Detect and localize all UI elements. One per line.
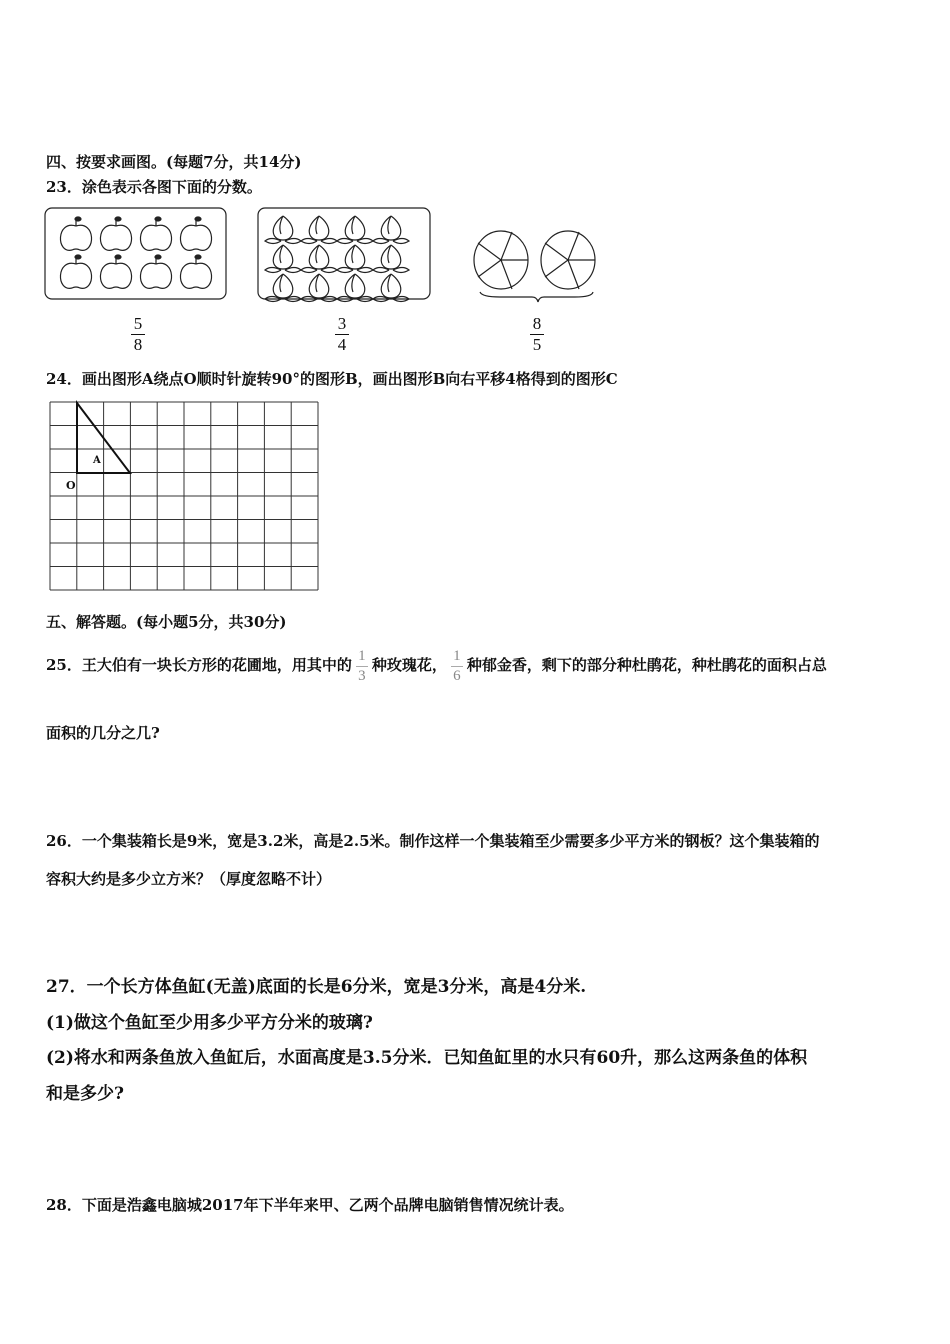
label-a: A <box>93 455 101 466</box>
grid <box>50 402 318 590</box>
question-24: 24．画出图形A绕点O顺时针旋转90°的图形B，画出图形B向右平移4格得到的图形C <box>46 370 618 388</box>
section-5-heading: 五、解答题。(每小题5分，共30分) <box>46 613 287 631</box>
numerator: 1 <box>358 647 366 664</box>
denominator: 5 <box>532 335 542 354</box>
peach-icon <box>337 245 373 273</box>
question-27-line1: 27．一个长方体鱼缸(无盖)底面的长是6分米，宽是3分米，高是4分米. <box>46 977 587 997</box>
question-26-line1: 26．一个集装箱长是9米，宽是3.2米，高是2.5米。制作这样一个集装箱至少需要多少平方米的钢板？这个集装箱的 <box>46 832 820 850</box>
fraction-3-4 <box>335 315 349 354</box>
apple-icon <box>60 255 91 288</box>
denominator: 6 <box>453 667 461 684</box>
apples-box <box>45 208 226 299</box>
section-4-heading: 四、按要求画图。(每题7分，共14分) <box>46 153 302 171</box>
peach-icon <box>301 216 337 244</box>
fraction-1-3 <box>356 648 368 685</box>
question-27-part2: (2)将水和两条鱼放入鱼缸后，水面高度是3.5分米．已知鱼缸里的水只有60升，那么这两条鱼的体积 <box>46 1048 808 1068</box>
apple-icon <box>100 217 131 250</box>
question-23: 23．涂色表示各图下面的分数。 <box>46 178 262 196</box>
question-25-line2: 面积的几分之几? <box>46 724 160 742</box>
question-28: 28．下面是浩鑫电脑城2017年下半年来甲、乙两个品牌电脑销售情况统计表。 <box>46 1196 574 1214</box>
peach-icon <box>301 274 337 302</box>
question-27-part2-cont: 和是多少? <box>46 1084 124 1104</box>
denominator: 4 <box>337 335 347 354</box>
peaches-box <box>258 208 430 302</box>
figures <box>0 0 950 620</box>
apple-icon <box>180 255 211 288</box>
apple-icon <box>100 255 131 288</box>
apple-icon <box>180 217 211 250</box>
text: 种玫瑰花， <box>371 656 447 674</box>
numerator: 8 <box>532 314 542 333</box>
question-25-line1 <box>46 645 827 685</box>
fraction-1-6 <box>451 648 463 685</box>
numerator: 1 <box>453 647 461 664</box>
peach-icon <box>373 274 409 302</box>
peach-icon <box>373 245 409 273</box>
question-26-line2: 容积大约是多少立方米？（厚度忽略不计） <box>46 870 332 888</box>
numerator: 3 <box>337 314 347 333</box>
text: 种郁金香，剩下的部分种杜鹃花，种杜鹃花的面积占总 <box>466 656 827 674</box>
peach-icon <box>265 274 301 302</box>
apple-icon <box>140 255 171 288</box>
peach-icon <box>373 216 409 244</box>
peach-icon <box>301 245 337 273</box>
numerator: 5 <box>133 314 143 333</box>
label-o: O <box>66 479 76 492</box>
peach-icon <box>265 245 301 273</box>
denominator: 3 <box>358 667 366 684</box>
circles-group <box>474 231 595 302</box>
apple-icon <box>60 217 91 250</box>
apple-icon <box>140 217 171 250</box>
peach-icon <box>265 216 301 244</box>
text: 25．王大伯有一块长方形的花圃地，用其中的 <box>46 656 352 674</box>
peach-icon <box>337 274 373 302</box>
brace <box>480 292 593 302</box>
denominator: 8 <box>133 335 143 354</box>
fraction-5-8 <box>131 315 145 354</box>
peach-icon <box>337 216 373 244</box>
question-27-part1: (1)做这个鱼缸至少用多少平方分米的玻璃? <box>46 1013 373 1033</box>
fraction-8-5 <box>530 315 544 354</box>
